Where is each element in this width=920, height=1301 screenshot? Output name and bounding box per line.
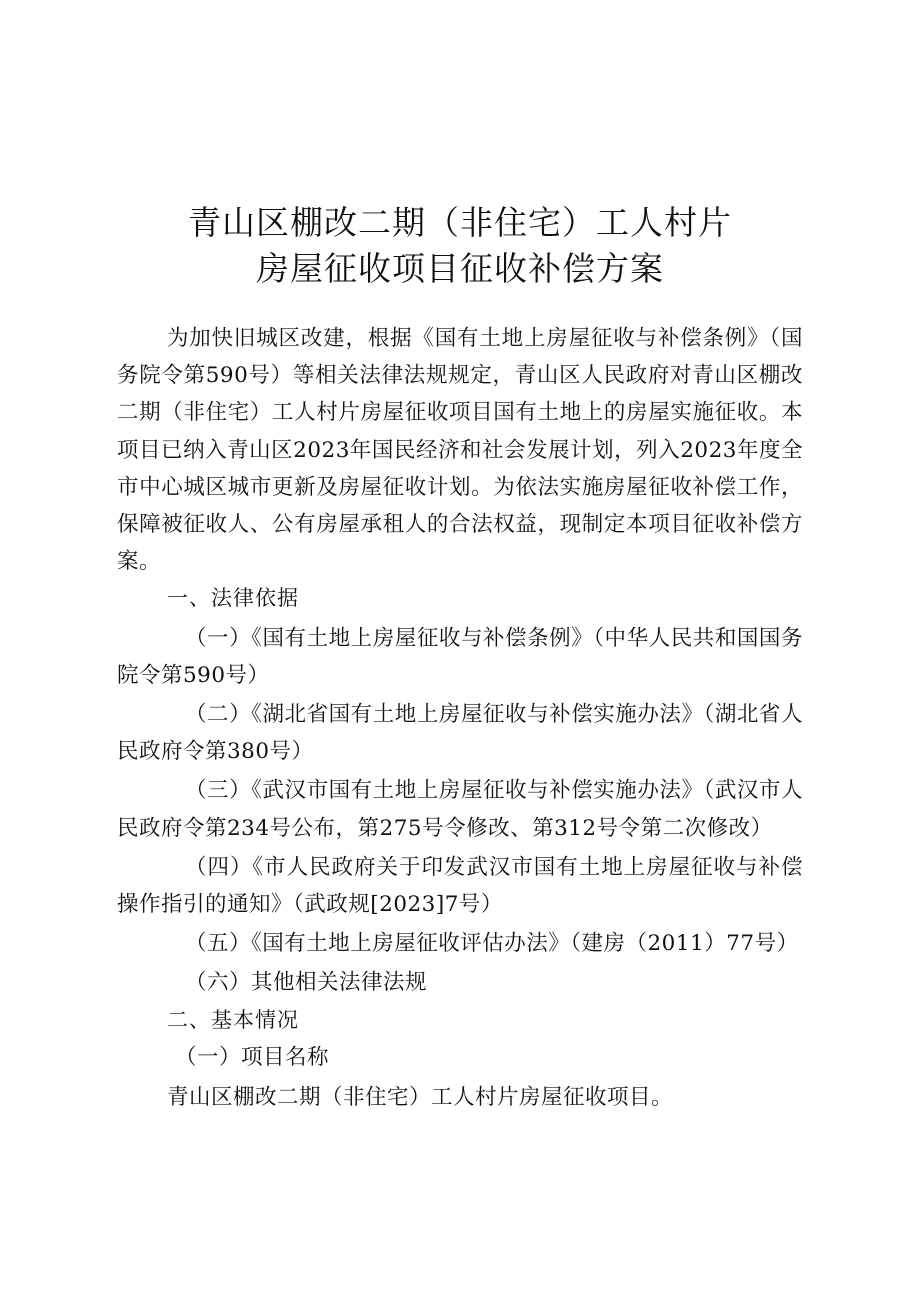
title-line-1: 青山区棚改二期（非住宅）工人村片 (188, 203, 732, 242)
subsection-heading-project-name: （一）项目名称 (175, 1044, 330, 1070)
legal-basis-item: （三）《武汉市国有土地上房屋征收与补偿实施办法》（武汉市人民政府令第234号公布，第275号令修改、第312号令第二次修改） (117, 778, 803, 841)
document-title (0, 200, 920, 292)
legal-basis-item: （五）《国有土地上房屋征收评估办法》（建房（2011）77号） (185, 931, 799, 957)
document-body (117, 320, 803, 1116)
legal-basis-item: （四）《市人民政府关于印发武汉市国有土地上房屋征收与补偿操作指引的通知》（武政规[2023]7号） (117, 854, 803, 918)
legal-basis-item: （六）其他相关法律法规 (185, 970, 428, 996)
legal-basis-item: （一）《国有土地上房屋征收与补偿条例》（中华人民共和国国务院令第590号） (117, 625, 803, 688)
project-name-paragraph: 青山区棚改二期（非住宅）工人村片房屋征收项目。 (167, 1085, 674, 1111)
legal-basis-item: （二）《湖北省国有土地上房屋征收与补偿实施办法》（湖北省人民政府令第380号） (117, 702, 803, 765)
title-line-2: 房屋征收项目征收补偿方案 (256, 249, 664, 288)
section-heading-legal-basis: 一、法律依据 (167, 586, 299, 611)
section-heading-basic-info: 二、基本情况 (167, 1007, 299, 1032)
intro-paragraph: 为加快旧城区改建，根据《国有土地上房屋征收与补偿条例》（国务院令第590号）等相关法律法规规定，青山区人民政府对青山区棚改二期（非住宅）工人村片房屋征收项目国有土地上的房屋实施征收。本项目已纳入青山区2023年国民经济和社会发展计划，列入2023年度全市中心城区城市更新及房屋征收计划。为依法实施房屋征收补偿工作，保障被征收人、公有房屋承租人的合法权益，现制定本项目征收补偿方案。 (117, 326, 803, 575)
